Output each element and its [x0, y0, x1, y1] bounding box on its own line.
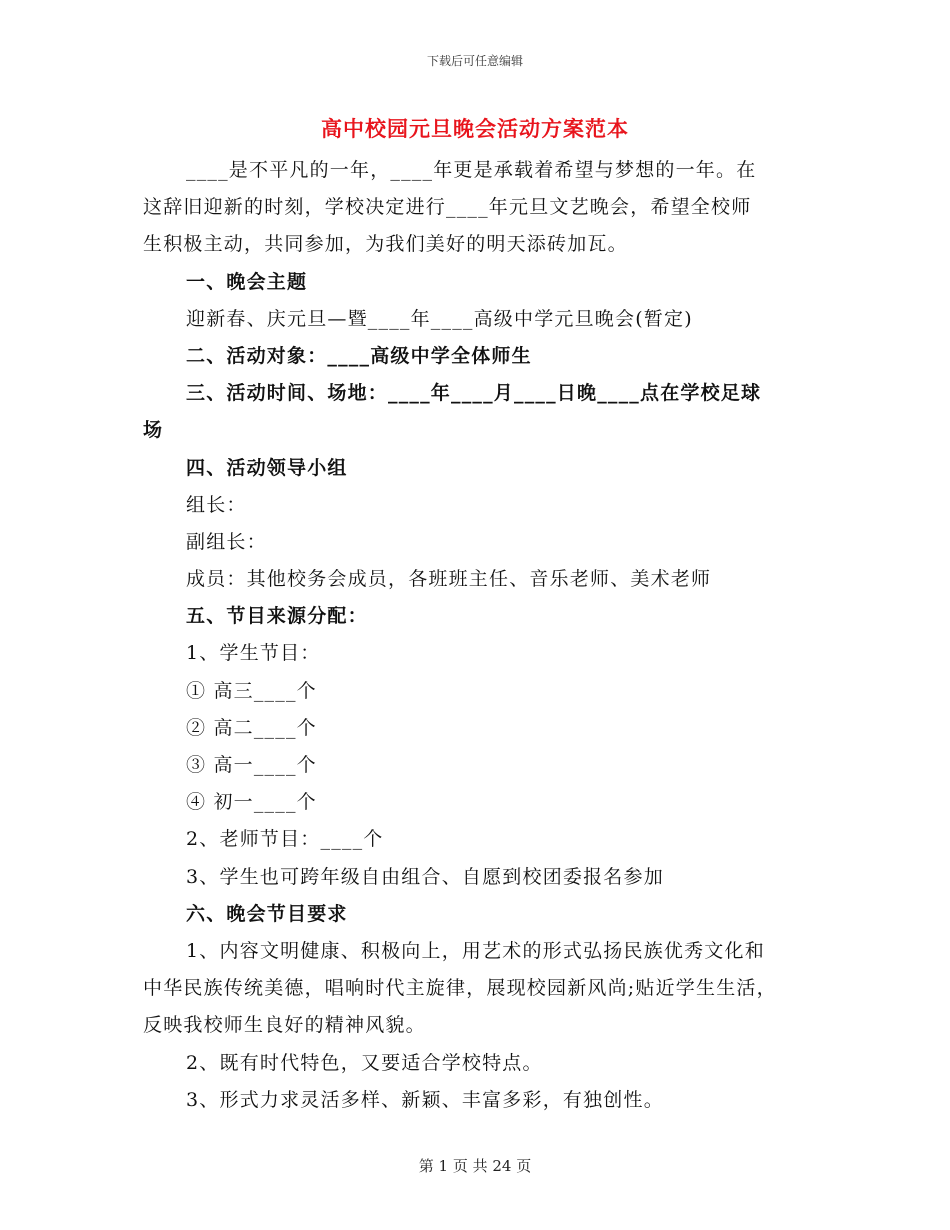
members-line: 成员：其他校务会成员，各班班主任、音乐老师、美术老师 — [186, 568, 712, 591]
section-heading-time-place: 三、活动时间、场地：____年____月____日晚____点在学校足球 — [186, 382, 762, 405]
section-heading-programs: 五、节目来源分配： — [186, 605, 368, 628]
page-header: 下载后可任意编辑 — [426, 54, 523, 68]
time-place-continuation: 场 — [143, 419, 164, 442]
deputy-leader-line: 副组长： — [186, 530, 267, 553]
requirement-1-line-2: 中华民族传统美德，唱响时代主旋律，展现校园新风尚;贴近学生生活， — [143, 977, 777, 1000]
teacher-programs-line: 2、老师节目：____个 — [186, 828, 384, 851]
document-title: 高中校园元旦晚会活动方案范本 — [321, 116, 629, 141]
section-heading-theme: 一、晚会主题 — [186, 270, 308, 293]
intro-line-2: 这辞旧迎新的时刻，学校决定进行____年元旦文艺晚会，希望全校师 — [143, 196, 752, 219]
requirement-1-line-1: 1、内容文明健康、积极向上，用艺术的形式弘扬民族优秀文化和 — [186, 939, 765, 962]
document-body — [143, 152, 808, 1119]
list-item: ③ 高一____个 — [186, 754, 317, 776]
list-item: ④ 初一____个 — [186, 791, 317, 814]
requirement-1-line-3: 反映我校师生良好的精神风貌。 — [143, 1014, 426, 1037]
list-item: ② 高二____个 — [186, 716, 317, 739]
leader-line: 组长： — [186, 493, 247, 516]
intro-line-3: 生积极主动，共同参加，为我们美好的明天添砖加瓦。 — [143, 233, 628, 256]
theme-text: 迎新春、庆元旦—暨____年____高级中学元旦晚会(暂定) — [186, 307, 693, 330]
list-item: ① 高三____个 — [186, 679, 317, 702]
section-heading-audience: 二、活动对象：____高级中学全体师生 — [186, 344, 532, 367]
requirement-2-line: 2、既有时代特色，又要适合学校特点。 — [186, 1051, 543, 1074]
intro-line-1: ____是不平凡的一年，____年更是承载着希望与梦想的一年。在 — [186, 159, 757, 181]
page-number-footer: 第 1 页 共 24 页 — [418, 1157, 532, 1175]
section-heading-leadership: 四、活动领导小组 — [186, 456, 348, 479]
cross-grade-line: 3、学生也可跨年级自由组合、自愿到校团委报名参加 — [186, 865, 664, 888]
requirement-3-line: 3、形式力求灵活多样、新颖、丰富多彩，有独创性。 — [186, 1088, 664, 1111]
student-programs-line: 1、学生节目： — [186, 642, 321, 665]
section-heading-requirements: 六、晚会节目要求 — [186, 902, 348, 925]
